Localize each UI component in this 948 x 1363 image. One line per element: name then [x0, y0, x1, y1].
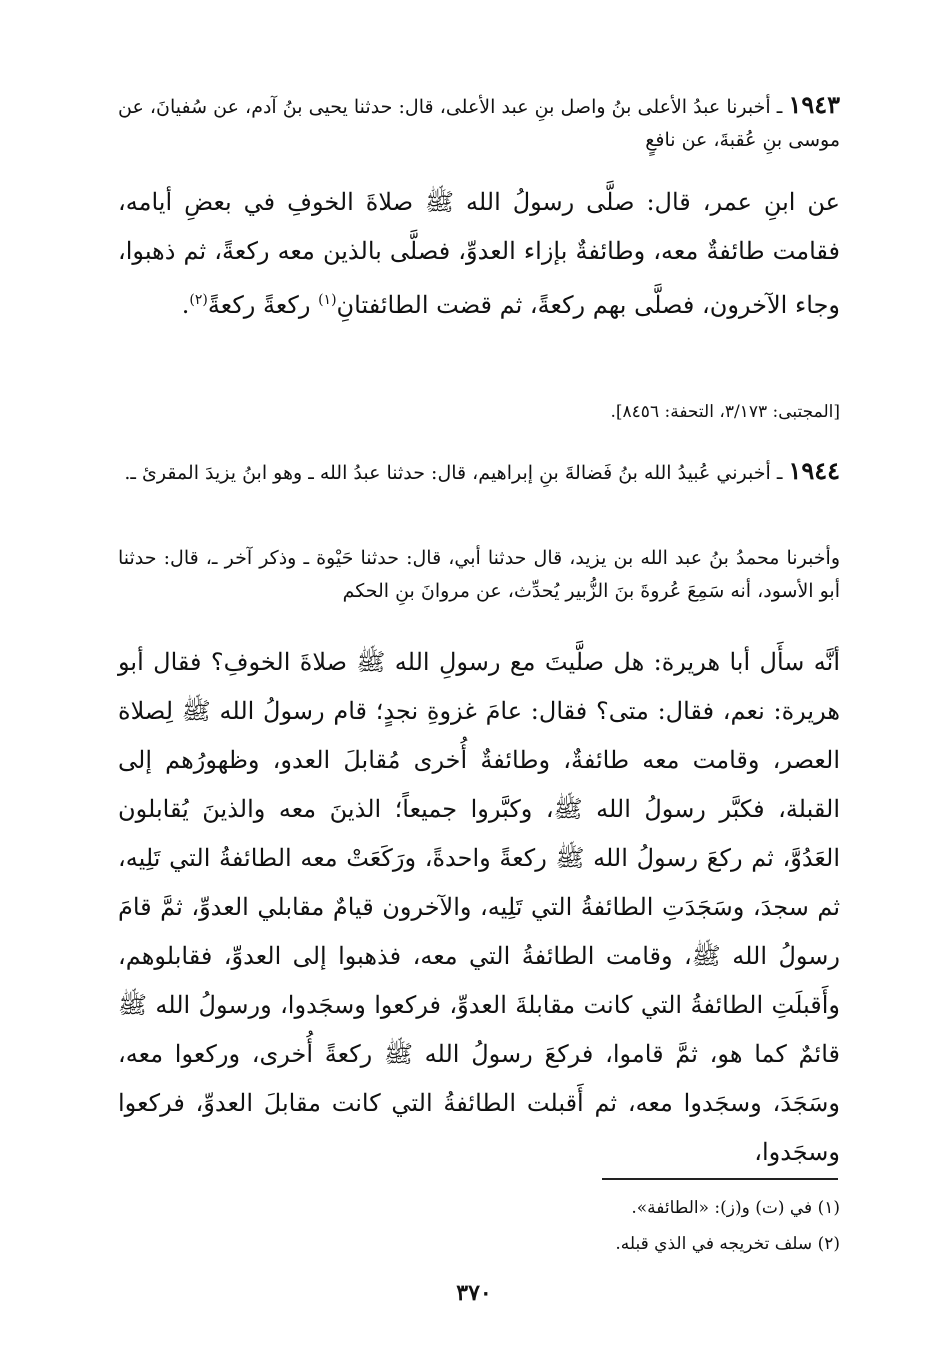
hadith-number: ١٩٤٤	[788, 456, 840, 485]
footnote-separator	[602, 1178, 838, 1180]
matn-text: عن ابنِ عمر، قال: صلَّى رسولُ الله ﷺ صلاةَ الخوفِ في بعضِ أيامه، فقامت طائفةٌ معه، وطائفةٌ بإزاء العدوِّ، فصلَّى بالذين معه ركعةً، ثم ذهبوا، وجاء الآخرون، فصلَّى بهم ركعةً، ثم قضت الطائفتانِ	[118, 188, 840, 319]
dash: ـ	[770, 96, 783, 118]
footnote-marker: (٢)	[189, 292, 208, 308]
matn-text-end: ركعةً ركعةً	[207, 291, 319, 319]
footnote-1: (١) في (ت) و(ز): «الطائفة».	[631, 1198, 840, 1218]
footnote-marker: (١)	[318, 292, 337, 308]
footnote-2: (٢) سلف تخريجه في الذي قبله.	[615, 1234, 840, 1254]
hadith-1943-reference	[118, 398, 840, 426]
sanad-text: أخبرني عُبيدُ الله بنُ فَضالةَ بنِ إبراهيم، قال: حدثنا عبدُ الله ـ وهو ابنُ يزيدَ المقرئ ـ.	[124, 462, 771, 484]
page-number: ٣٧٠	[456, 1280, 492, 1306]
hadith-1943-matn	[118, 178, 840, 330]
hadith-number: ١٩٤٣	[788, 90, 841, 119]
hadith-1944-sanad-1	[118, 454, 840, 490]
matn-text: أنَّه سأَل أبا هريرة: هل صلَّيتَ مع رسولِ الله ﷺ صلاةَ الخوفِ؟ فقال أبو هريرة: نعم، فقال: متى؟ فقال: عامَ غزوةِ نجدٍ؛ قام رسولُ الله ﷺ لِصلاة العصر، وقامت معه طائفةٌ، وطائفةٌ أُخرى مُقابلَ العدو، وظهورُهم إلى القبلة، فكبَّر رسولُ الله ﷺ، وكبَّروا جميعاً؛ الذينَ معه والذينَ يُقابلون العَدُوَّ، ثم ركعَ رسولُ الله ﷺ ركعةً واحدةً، ورَكَعَتْ معه الطائفةُ التي تَلِيه، ثم سجدَ، وسَجَدَتِ الطائفةُ التي تَلِيه، والآخرون قيامٌ مقابلي العدوِّ، ثمَّ قامَ رسولُ الله ﷺ، وقامت الطائفةُ التي معه، فذهبوا إلى العدوِّ، فقابلوهم، وأَقبلَتِ الطائفةُ التي كانت مقابلةَ العدوِّ، فركعوا وسجَدوا، ورسولُ الله ﷺ قائمٌ كما هو، ثمَّ قاموا، فركعَ رسولُ الله ﷺ ركعةً أُخرى، وركعوا معه، وسَجَدَ، وسجَدوا معه، ثم أَقبلت الطائفةُ التي كانت مقابلَ العدوِّ، فركعوا وسجَدوا،	[118, 648, 840, 1166]
sanad-text: أخبرنا عبدُ الأعلى بنُ واصل بنِ عبد الأعلى، قال: حدثنا يحيى بنُ آدم، عن سُفيانَ، عن موسى بنِ عُقبةَ، عن نافعٍ	[118, 96, 840, 151]
full-stop: .	[181, 291, 190, 319]
sanad-text: وأخبرنا محمدُ بنُ عبد الله بن يزيد، قال حدثنا أبي، قال: حدثنا حَيْوة ـ وذكر آخر ـ، قال: حدثنا أبو الأسود، أنه سَمِعَ عُروةَ بنَ الزُّبير يُحدِّث، عن مروانَ بنِ الحكم	[118, 547, 840, 602]
hadith-1943-sanad	[118, 88, 840, 157]
hadith-1944-sanad-2	[118, 542, 840, 608]
hadith-1944-matn	[118, 638, 840, 1177]
dash: ـ	[770, 462, 783, 484]
reference-text: [المجتبى: ٣/١٧٣، التحفة: ٨٤٥٦].	[610, 402, 840, 422]
